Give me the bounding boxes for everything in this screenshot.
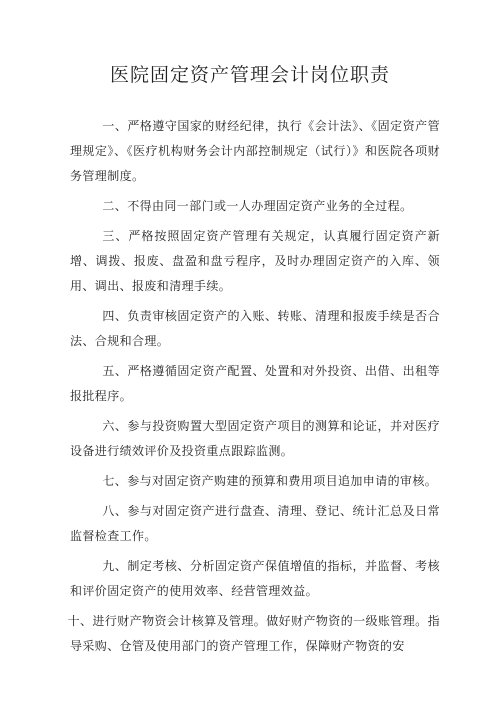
paragraph-1: 一、严格遵守国家的财经纪律，执行《会计法》、《固定资产管理规定》、《医疗机构财务会计内部控制规定（试行）》和医院各项财务管理制度。 [70, 119, 440, 183]
paragraph-3: 三、严格按照固定资产管理有关规定，认真履行固定资产新增、调拨、报废、盘盈和盘亏程序，及时办理固定资产的入库、领用、调出、报废和清理手续。 [70, 229, 440, 293]
paragraph-10: 十、进行财产物资会计核算及管理。做好财产物资的一级账管理。指导采购、仓管及使用部门的资产管理工作，保障财产物资的安 [67, 614, 440, 653]
paragraph-5: 五、严格遵循固定资产配置、处置和对外投资、出借、出租等报批程序。 [70, 364, 440, 403]
paragraph-8: 八、参与对固定资产进行盘查、清理、登记、统计汇总及日常监督检查工作。 [70, 504, 440, 543]
document-title: 医院固定资产管理会计岗位职责 [109, 64, 390, 86]
paragraph-6: 六、参与投资购置大型固定资产项目的测算和论证，并对医疗设备进行绩效评价及投资重点跟踪监测。 [70, 419, 440, 458]
document-body [67, 114, 440, 664]
paragraph-9: 九、制定考核、分析固定资产保值增值的指标，并监督、考核和评价固定资产的使用效率、经营管理效益。 [70, 559, 440, 598]
paragraph-2: 二、不得由同一部门或一人办理固定资产业务的全过程。 [102, 199, 413, 213]
paragraph-7: 七、参与对固定资产购建的预算和费用项目追加申请的审核。 [102, 474, 438, 488]
paragraph-4: 四、负责审核固定资产的入账、转账、清理和报废手续是否合法、合规和合理。 [70, 309, 440, 348]
